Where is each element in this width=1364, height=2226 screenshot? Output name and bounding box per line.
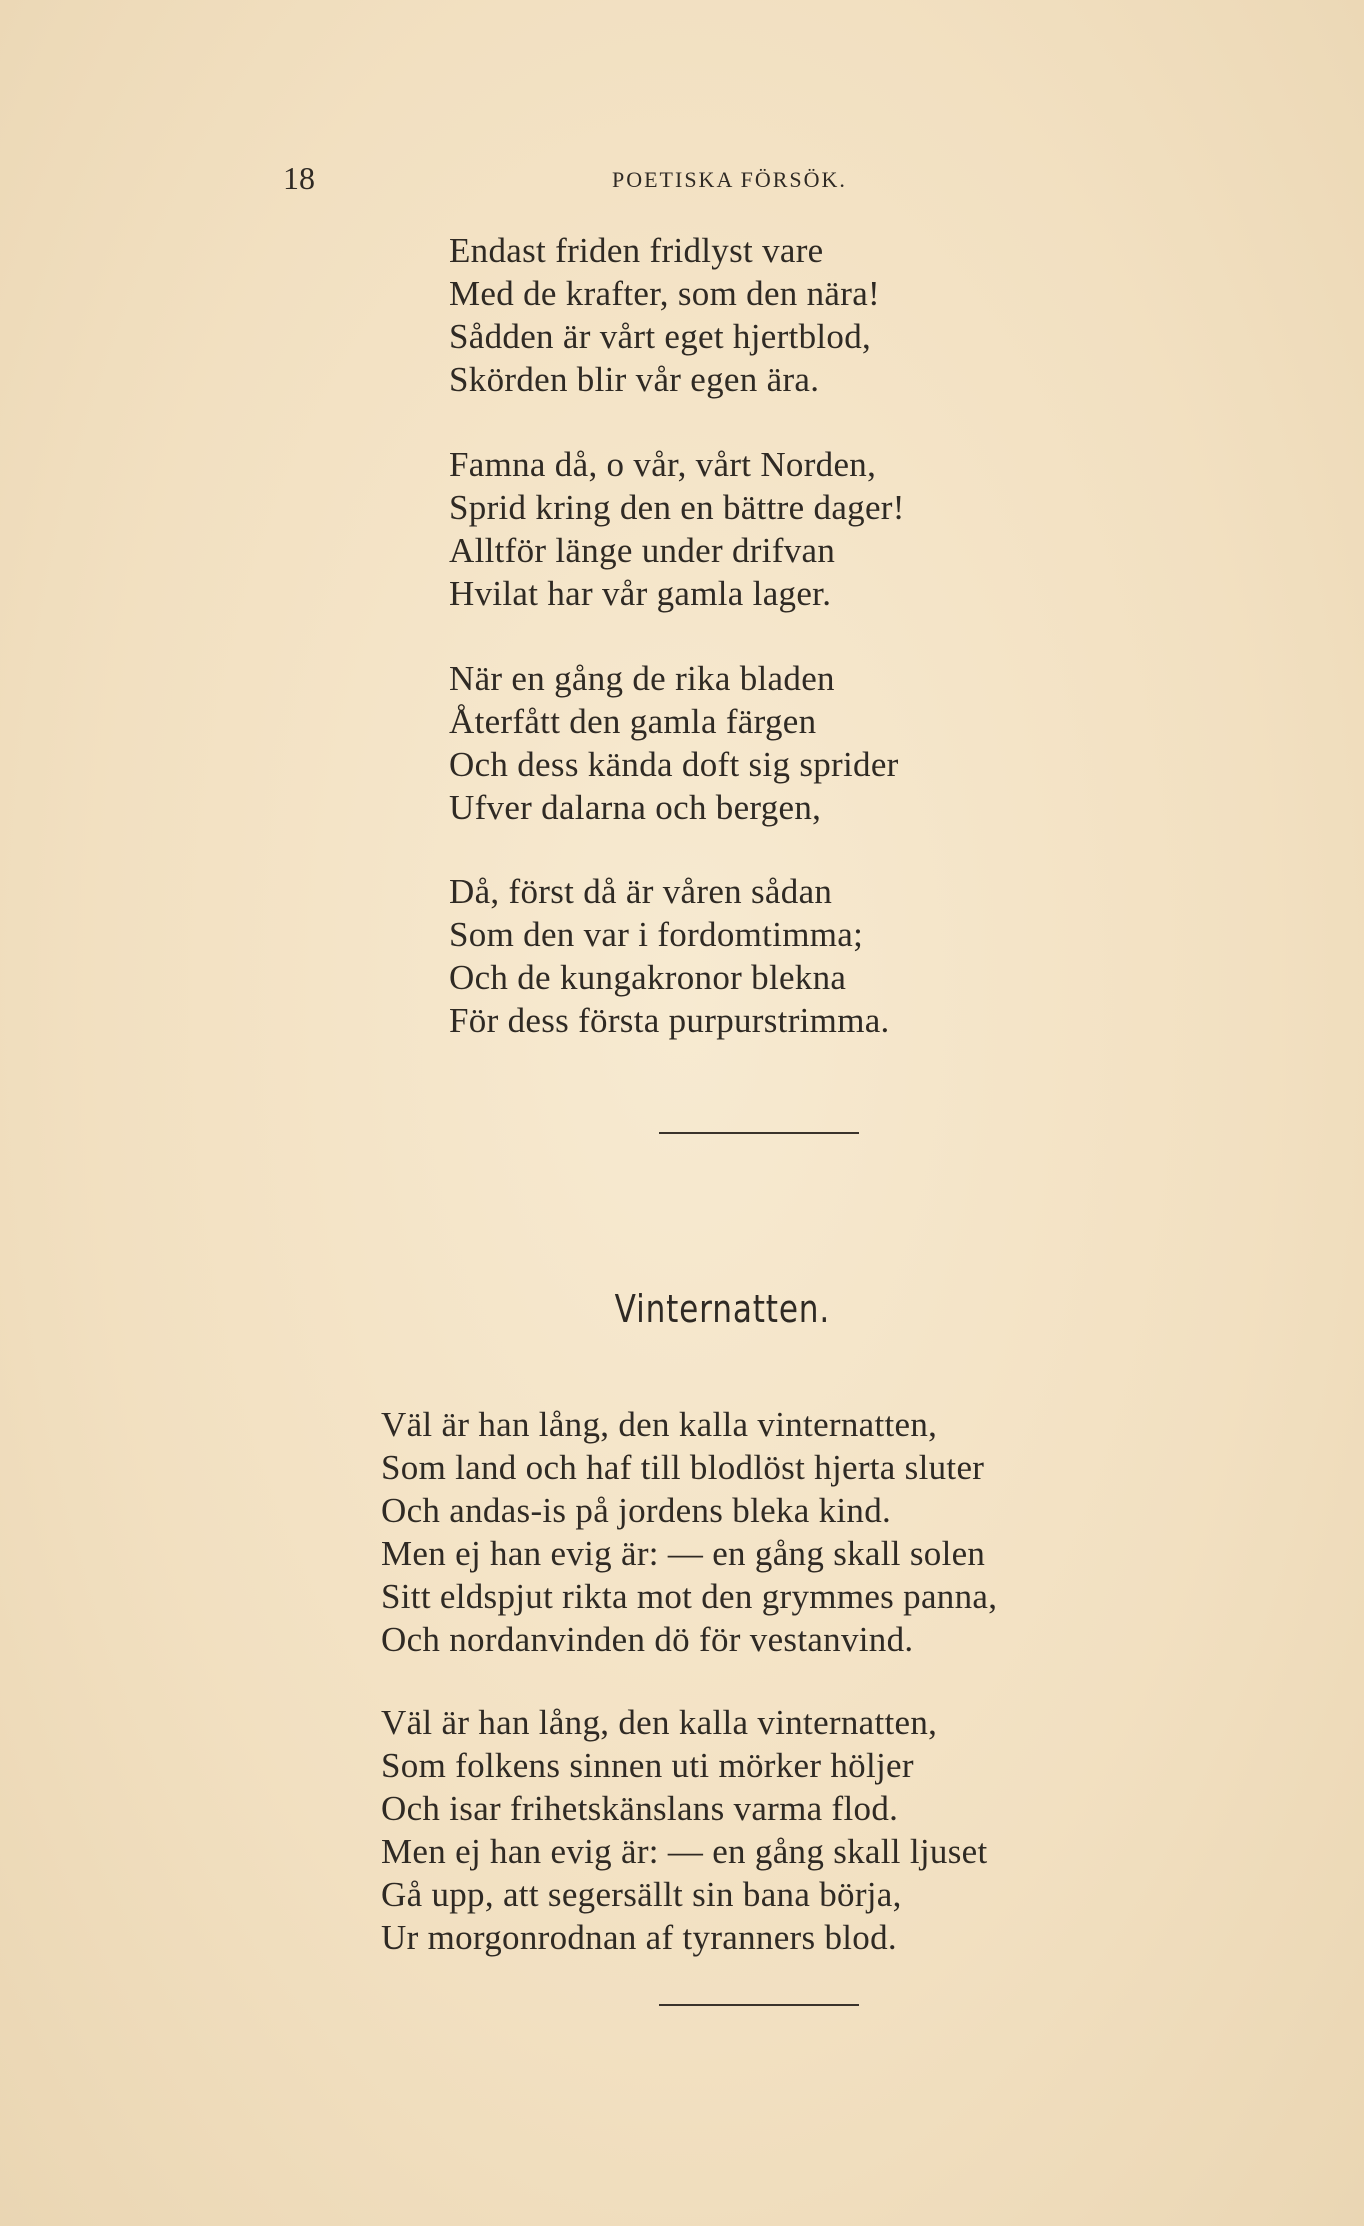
stanza [449,870,890,1042]
verse-line: Som land och haf till blodlöst hjerta sluter [381,1448,985,1487]
verse-line: Men ej han evig är: — en gång skall ljuset [381,1832,988,1871]
verse-line: Famna då, o vår, vårt Norden, [449,445,877,484]
poem-title [0,1285,1364,1333]
verse-line: Väl är han lång, den kalla vinternatten, [381,1405,938,1444]
page-number: 18 [283,160,315,196]
verse-line: Ur morgonrodnan af tyranners blod. [381,1918,897,1957]
section-divider [659,1132,859,1134]
verse-line: Ufver dalarna och bergen, [449,788,822,827]
verse-line: Men ej han evig är: — en gång skall solen [381,1534,986,1573]
stanza [449,443,905,615]
verse-line: Gå upp, att segersällt sin bana börja, [381,1875,902,1914]
verse-line: När en gång de rika bladen [449,659,835,698]
verse-line: Och andas-is på jordens bleka kind. [381,1491,892,1530]
running-head: POETISKA FÖRSÖK. [612,167,847,192]
poem-title-text: Vinternatten. [614,1287,830,1331]
verse-line: Och isar frihetskänslans varma flod. [381,1789,899,1828]
verse-line: Endast friden fridlyst vare [449,231,824,270]
verse-line: För dess första purpurstrimma. [449,1001,890,1040]
verse-line: Hvilat har vår gamla lager. [449,574,832,613]
verse-line: Som folkens sinnen uti mörker höljer [381,1746,914,1785]
verse-line: Då, först då är våren sådan [449,872,833,911]
verse-line: Som den var i fordomtimma; [449,915,864,954]
verse-line: Skörden blir vår egen ära. [449,360,820,399]
stanza [449,229,880,401]
verse-line: Återfått den gamla färgen [449,702,817,741]
verse-line: Och dess kända doft sig sprider [449,745,899,784]
verse-line: Sprid kring den en bättre dager! [449,488,905,527]
stanza [449,657,899,829]
verse-line: Och nordanvinden dö för vestanvind. [381,1620,914,1659]
verse-line: Och de kungakronor blekna [449,958,847,997]
verse-line: Alltför länge under drifvan [449,531,836,570]
verse-line: Med de krafter, som den nära! [449,274,881,313]
verse-line: Väl är han lång, den kalla vinternatten, [381,1703,938,1742]
verse-line: Sådden är vårt eget hjertblod, [449,317,872,356]
stanza [381,1403,997,1661]
verse-line: Sitt eldspjut rikta mot den grymmes panna, [381,1577,998,1616]
stanza [381,1701,987,1959]
section-divider [659,2004,859,2006]
